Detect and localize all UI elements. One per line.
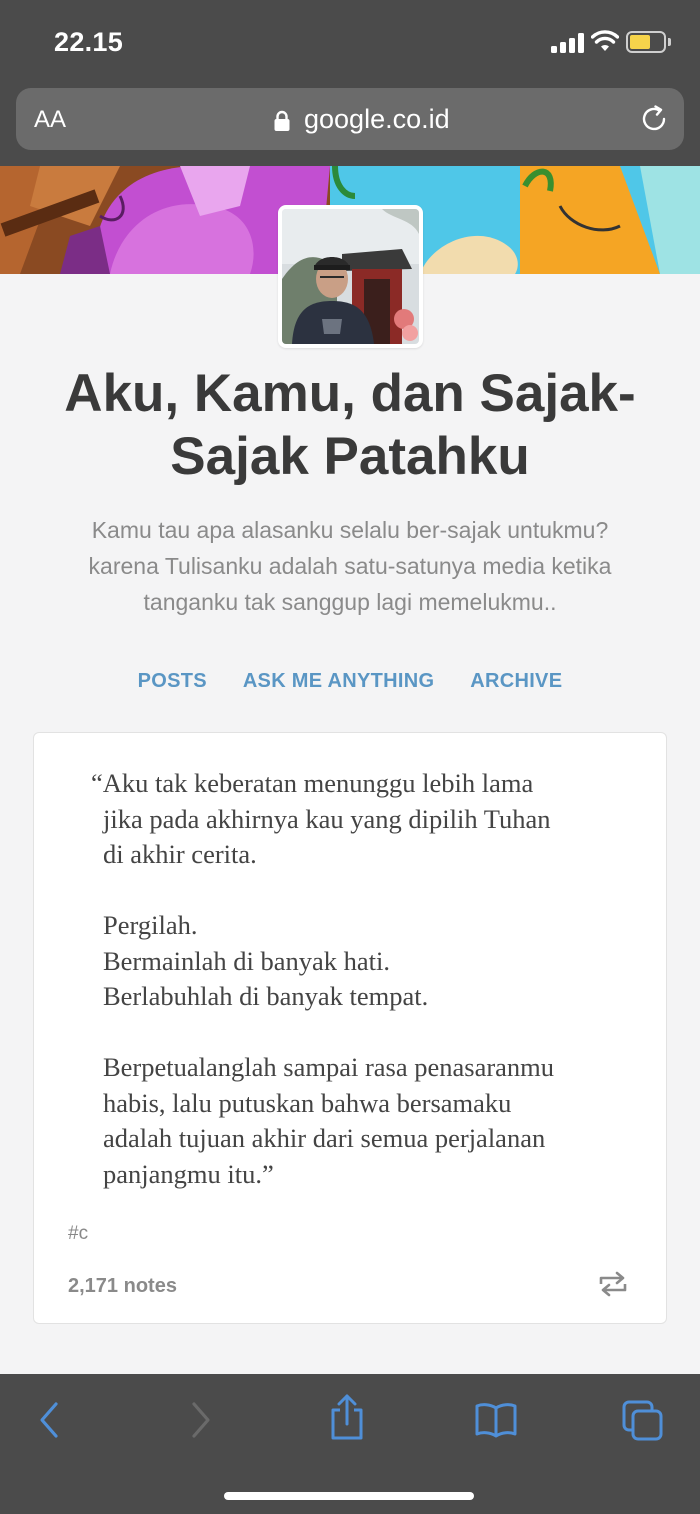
quote-line: habis, lalu putuskan bahwa bersamaku bbox=[103, 1087, 512, 1118]
bookmarks-icon[interactable] bbox=[474, 1402, 518, 1438]
reload-icon[interactable] bbox=[640, 105, 668, 133]
blog-description: Kamu tau apa alasanku selalu ber-sajak untukmu? karena Tulisanku adalah satu-satunya media ketika tanganku tak sanggup lagi memelukmu.. bbox=[88, 517, 612, 615]
address-bar[interactable] bbox=[16, 88, 684, 150]
battery-icon bbox=[626, 31, 666, 53]
notes-count[interactable]: 2,171 notes bbox=[68, 1275, 177, 1297]
nav-ask-link[interactable]: ASK ME ANYTHING bbox=[242, 670, 435, 692]
text-size-button[interactable]: AA bbox=[34, 106, 67, 133]
quote-line: di akhir cerita. bbox=[103, 839, 257, 869]
quote-line: adalah tujuan akhir dari semua perjalanan bbox=[103, 1123, 546, 1153]
lock-icon bbox=[274, 110, 290, 132]
reblog-icon[interactable] bbox=[596, 1269, 630, 1299]
share-icon[interactable] bbox=[328, 1394, 366, 1442]
back-icon[interactable] bbox=[36, 1400, 64, 1440]
post-card bbox=[33, 732, 667, 1324]
quote-line: Berpetualanglah sampai rasa penasaranmu bbox=[103, 1052, 555, 1082]
blog-nav bbox=[0, 670, 700, 693]
quote-line: jika pada akhirnya kau yang dipilih Tuhan bbox=[103, 803, 551, 834]
status-time: 22.15 bbox=[54, 27, 124, 57]
avatar[interactable] bbox=[278, 205, 423, 348]
status-bar bbox=[0, 0, 700, 82]
quote-paragraph bbox=[91, 908, 651, 1015]
post-tag[interactable]: #c bbox=[68, 1223, 89, 1244]
quote-line: panjangmu itu.” bbox=[103, 1158, 274, 1189]
quote-line: “Aku tak keberatan menunggu lebih lama bbox=[91, 768, 534, 798]
browser-chrome bbox=[0, 82, 700, 166]
quote-line: Berlabuhlah di banyak tempat. bbox=[103, 981, 429, 1011]
blog-title[interactable]: Aku, Kamu, dan Sajak-Sajak Patahku bbox=[64, 364, 636, 486]
forward-icon[interactable] bbox=[186, 1400, 214, 1440]
quote-paragraph bbox=[91, 1050, 651, 1192]
wifi-icon bbox=[591, 29, 619, 53]
post-quote bbox=[91, 766, 651, 1192]
nav-archive-link[interactable]: ARCHIVE bbox=[470, 670, 563, 692]
home-indicator[interactable] bbox=[224, 1492, 474, 1500]
quote-line: Pergilah. bbox=[103, 910, 198, 940]
signal-icon bbox=[551, 33, 585, 53]
quote-line: Bermainlah di banyak hati. bbox=[103, 945, 390, 976]
quote-paragraph bbox=[91, 766, 651, 873]
url-text[interactable]: google.co.id bbox=[304, 104, 450, 134]
nav-posts-link[interactable]: POSTS bbox=[137, 670, 207, 692]
tabs-icon[interactable] bbox=[622, 1400, 664, 1442]
